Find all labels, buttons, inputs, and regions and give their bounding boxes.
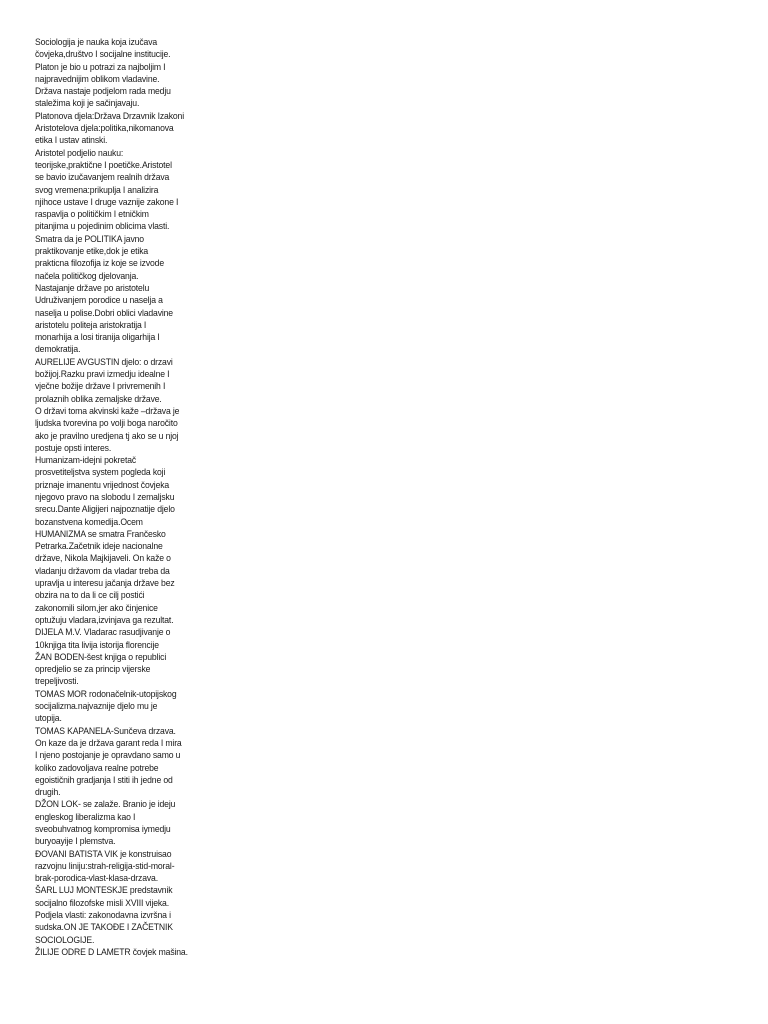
text-line: Platonova djela:Država Drzavnik Izakoni	[35, 109, 184, 121]
text-line: razvojnu liniju:strah-religija-stid-moral-	[35, 859, 175, 871]
text-line: Humanizam-idejni pokretač	[35, 454, 137, 466]
text-line: ŠARL LUJ MONTESKJE predstavnik	[35, 884, 173, 896]
text-line: svog vremena:prikuplja I analizira	[35, 183, 159, 195]
text-line: O državi toma akvinski kaže –država je	[35, 404, 180, 416]
text-line: naselja u polise.Dobri oblici vladavine	[35, 306, 173, 318]
text-line: On kaze da je država garant reda I mira	[35, 736, 182, 748]
text-line: obzira na to da li ce cilj postići	[35, 589, 145, 601]
text-line: ŽAN BODEN-šest knjiga o republici	[35, 650, 167, 662]
text-line: koliko zadovoljava realne potrebe	[35, 761, 159, 773]
text-line: raspavlja o političkim I etničkim	[35, 208, 149, 220]
text-line: vječne božije države I privremenih I	[35, 380, 166, 392]
text-line: DIJELA M.V. Vladarac rasudjivanje o	[35, 626, 171, 638]
text-line: bozanstvena komedija.Ocem	[35, 515, 143, 527]
text-line: etika I ustav atinski.	[35, 134, 108, 146]
text-line: postuje opsti interes.	[35, 441, 112, 453]
text-line: njihoce ustave I druge vaznije zakone I	[35, 195, 179, 207]
text-line: trepeljivosti.	[35, 675, 79, 687]
text-line: ŽILIJE ODRE D LAMETR čovjek mašina.	[35, 945, 188, 957]
text-line: Aristotel podjelio nauku:	[35, 146, 124, 158]
text-line: Platon je bio u potrazi za najboljim I	[35, 60, 166, 72]
text-line: čovjeka,društvo I socijalne institucije.	[35, 48, 171, 60]
text-line: načela političkog djelovanja.	[35, 269, 139, 281]
text-line: brak-porodica-vlast-klasa-drzava.	[35, 872, 158, 884]
text-line: monarhija a losi tiranija oligarhija I	[35, 331, 160, 343]
text-line: utopija.	[35, 712, 62, 724]
text-line: Udruživanjem porodice u naselja a	[35, 294, 163, 306]
text-line: sveobuhvatnog kompromisa iymedju	[35, 823, 171, 834]
document-page	[35, 36, 210, 958]
text-line: pitanjima u pojedinim oblicima vlasti.	[35, 220, 170, 232]
text-line: prakticna filozofija iz koje se izvode	[35, 257, 165, 269]
text-line: SOCIOLOGIJE.	[35, 933, 95, 945]
text-line: TOMAS MOR rodonačelnik-utopijskog	[35, 687, 177, 699]
text-line: socijalno filozofske misli XVIII vijeka.	[35, 896, 169, 908]
text-line: najpravednijim oblikom vladavine.	[35, 72, 160, 84]
text-line: upravlja u interesu jačanja države bez	[35, 577, 175, 589]
text-line: prosvetiteljstva system pogleda koji	[35, 466, 166, 478]
text-line: ĐOVANI BATISTA VIK je konstruisao	[35, 847, 172, 859]
text-line: se bavio izučavanjem realnih država	[35, 171, 170, 183]
text-line: Aristotelova djela:politika,nikomanova	[35, 122, 174, 134]
text-line: priznaje imanentu vrijednost čovjeka	[35, 478, 170, 490]
text-line: prolaznih oblika zemaljske države.	[35, 392, 162, 404]
text-line: HUMANIZMA se smatra Frančesko	[35, 527, 166, 539]
text-line: egoističnih gradjanja I stiti ih jedne od	[35, 773, 173, 785]
text-line: Podjela vlasti: zakonodavna izvršna i	[35, 909, 171, 921]
text-line: Država nastaje podjelom rada medju	[35, 85, 171, 97]
text-line: AURELIJE AVGUSTIN djelo: o drzavi	[35, 355, 173, 367]
text-line: socijalizma.najvaznije djelo mu je	[35, 700, 158, 712]
text-line: staležima koji je sačinjavaju.	[35, 97, 140, 109]
text-line: I njeno postojanje je opravdano samo u	[35, 749, 181, 761]
text-line: zakonomili silom,jer ako činjenice	[35, 601, 158, 613]
text-line: njegovo pravo na slobodu I zemaljsku	[35, 490, 175, 502]
text-line: Nastajanje države po aristotelu	[35, 281, 150, 293]
text-line: teorijske,praktične I poetičke.Aristotel	[35, 158, 172, 170]
text-line: države, Nikola Majkijaveli. On kaže o	[35, 552, 171, 564]
text-line: Petrarka.Začetnik ideje nacionalne	[35, 540, 163, 552]
text-line: buryoayije I plemstva.	[35, 835, 116, 847]
text-line: engleskog liberalizma kao I	[35, 810, 136, 822]
text-line: 10knjiga tita livija istorija florencije	[35, 638, 159, 650]
text-line: praktikovanje etike,dok je etika	[35, 245, 149, 257]
text-line: Smatra da je POLITIKA javno	[35, 232, 144, 244]
text-line: Sociologija je nauka koja izučava	[35, 36, 158, 47]
text-line: TOMAS KAPANELA-Sunčeva drzava.	[35, 724, 176, 736]
text-line: aristotelu politeja aristokratija I	[35, 318, 147, 330]
text-line: ako je pravilno uredjena tj ako se u njoj	[35, 429, 179, 441]
text-line: optužuju vladara,izvinjava ga rezultat.	[35, 613, 174, 625]
text-line: DŽON LOK- se zalaže. Branio je ideju	[35, 798, 176, 810]
text-line: vladanju državom da vladar treba da	[35, 564, 170, 576]
text-line: srecu.Dante Aligijeri najpoznatije djelo	[35, 503, 175, 515]
text-line: ljudska tvorevina po volji boga naročito	[35, 417, 178, 429]
text-line: demokratija.	[35, 343, 81, 355]
text-line: opredjelio se za princip vijerske	[35, 663, 151, 675]
text-line: božijoj.Razku pravi izmedju idealne I	[35, 368, 170, 380]
text-line: sudska.ON JE TAKOĐE I ZAČETNIK	[35, 921, 173, 933]
text-line: drugih.	[35, 786, 61, 798]
